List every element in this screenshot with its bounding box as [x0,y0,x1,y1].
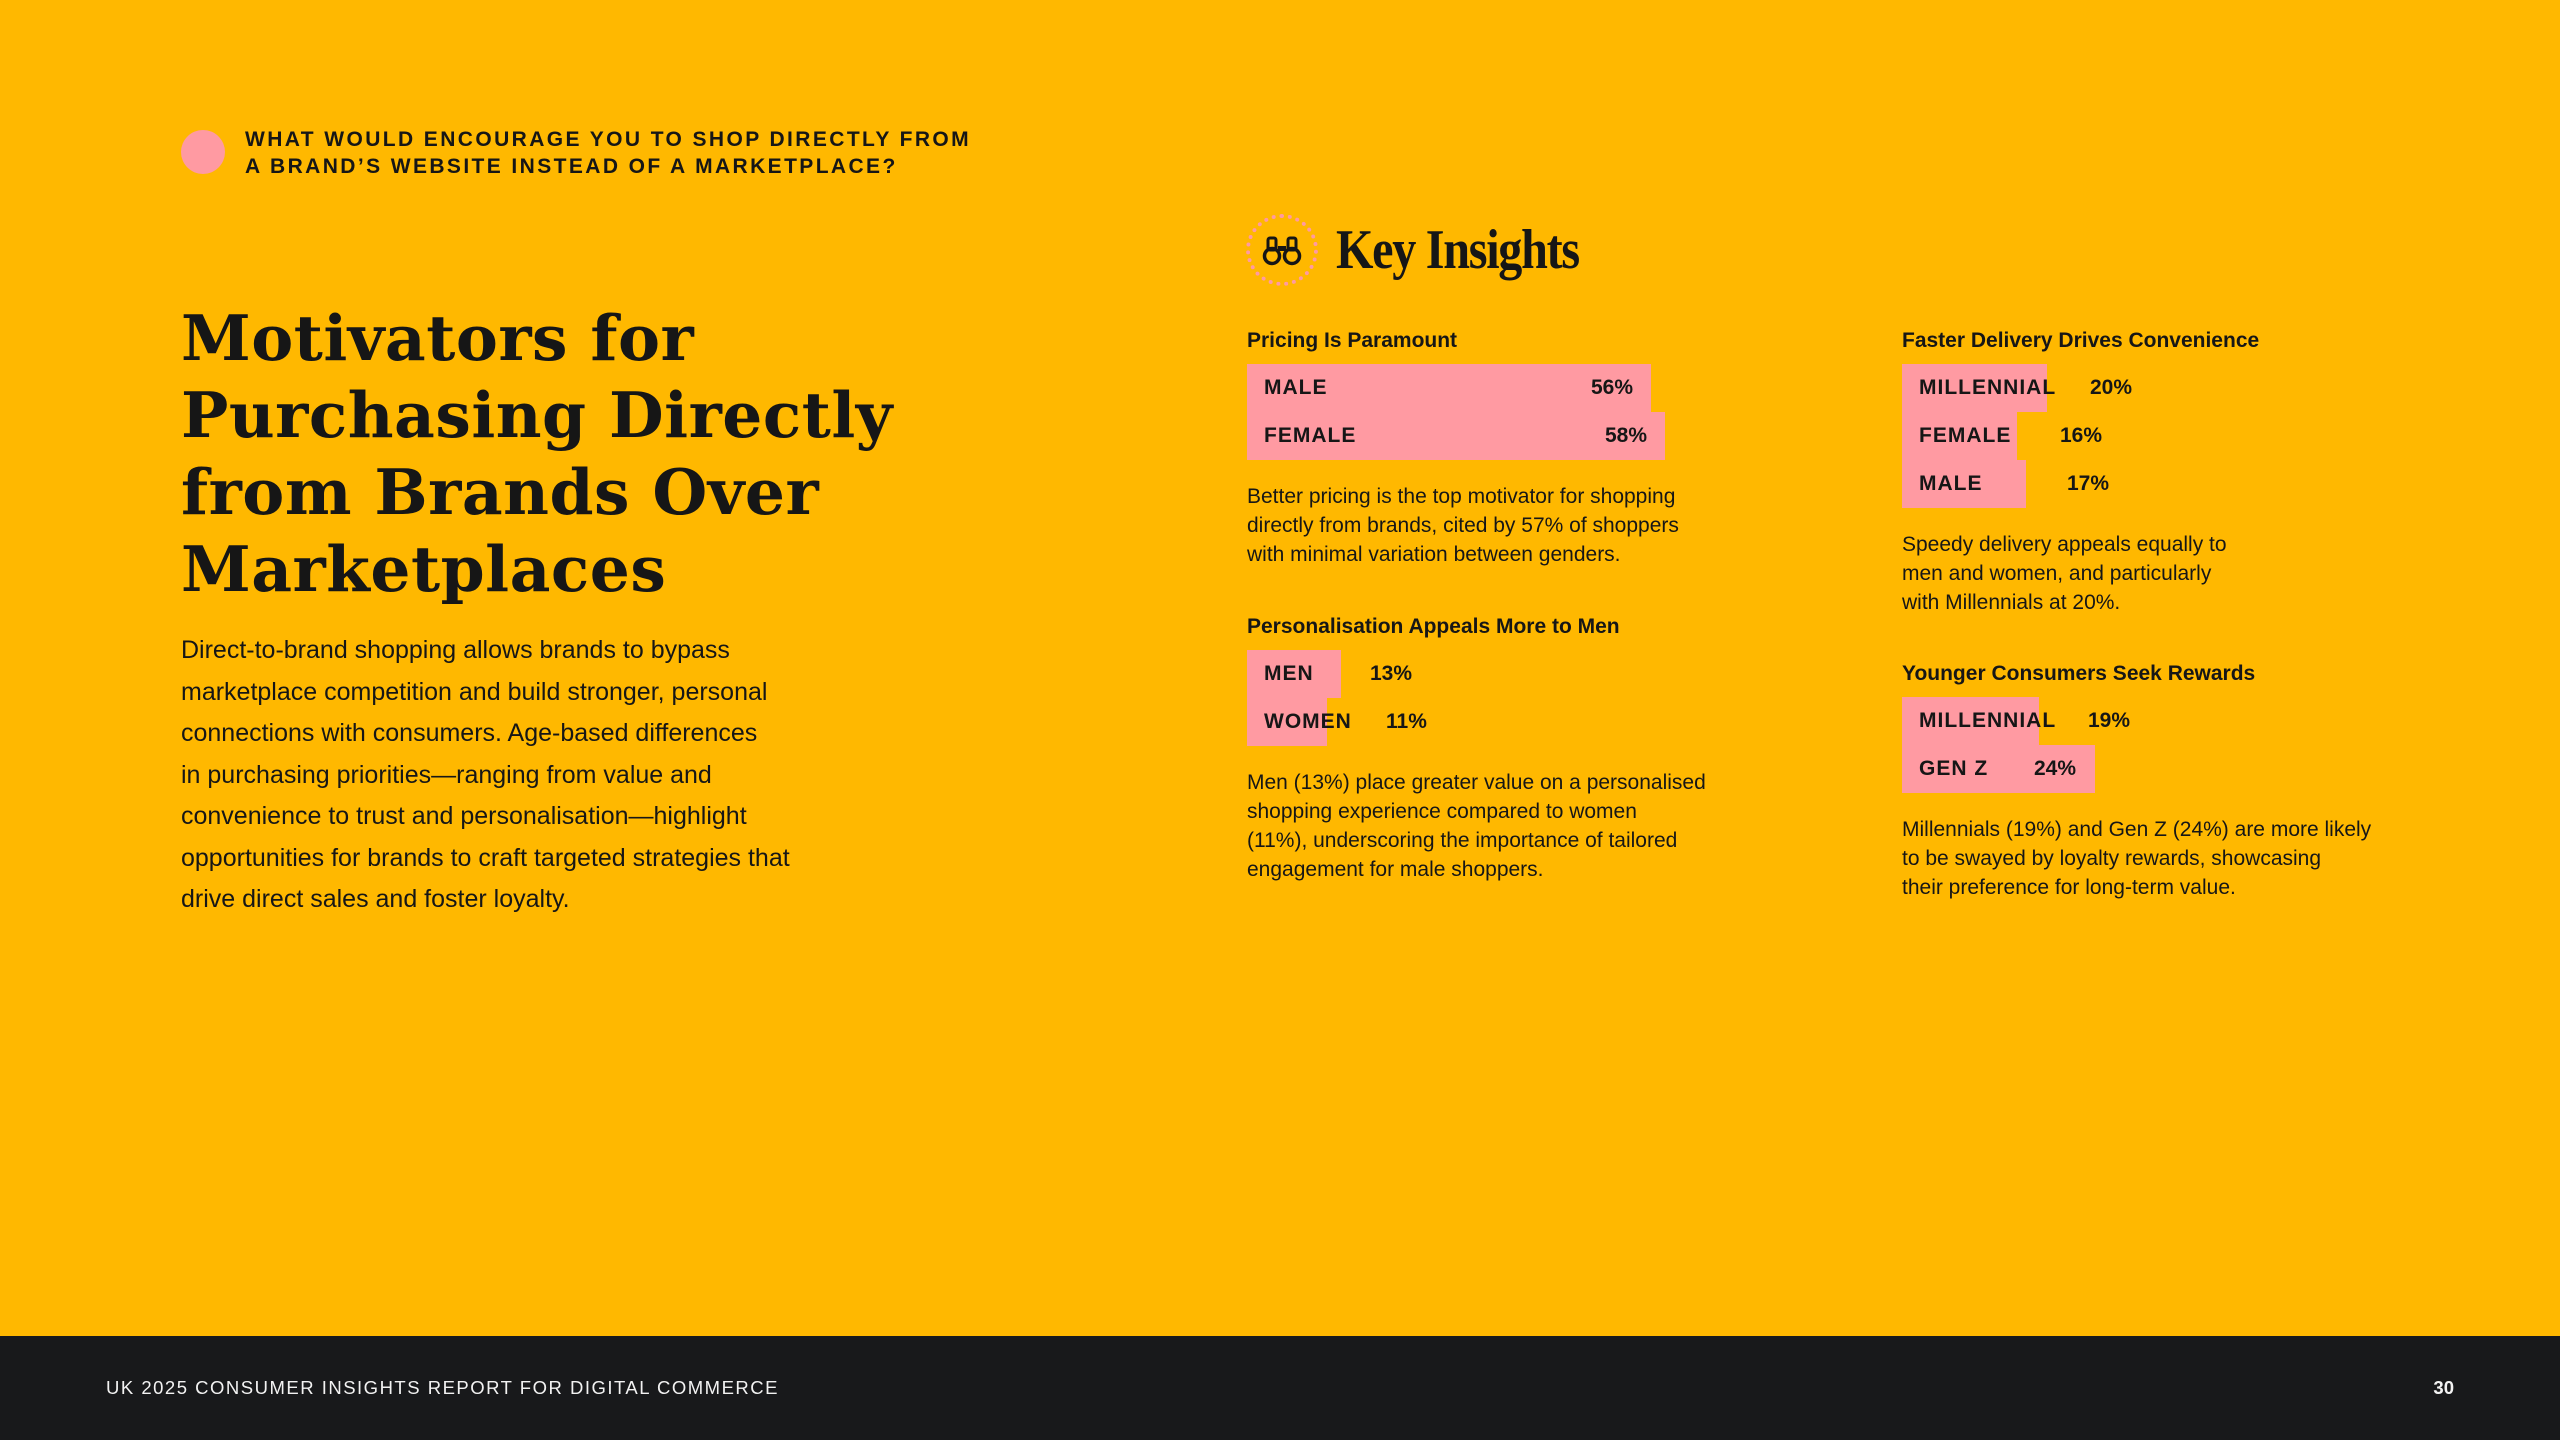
insight-bars [1902,697,2422,793]
insight-bars [1247,364,1767,460]
intro-line: in purchasing priorities—ranging from value and [181,760,712,789]
insight-description [1247,768,1767,884]
bar-value: 56% [1591,376,1634,399]
bar-value: 19% [2088,709,2131,732]
insight-description [1902,815,2422,902]
bar-row [1902,745,2422,793]
report-title: UK 2025 CONSUMER INSIGHTS REPORT FOR DIGITAL COMMERCE [106,1377,779,1398]
bar-label: FEMALE [1919,424,2012,447]
bar-label: MILLENNIAL [1919,376,2057,399]
insight-title: Younger Consumers Seek Rewards [1902,662,2256,685]
bar-label: MALE [1919,472,1983,495]
intro-line: convenience to trust and personalisation—highlight [181,802,747,830]
insight-pricing [1247,328,1767,569]
desc-line: engagement for male shoppers. [1247,858,1544,881]
bar-value: 16% [2060,424,2103,447]
bar-value: 11% [1386,710,1427,733]
question-line: WHAT WOULD ENCOURAGE YOU TO SHOP DIRECTLY FROM [245,128,972,151]
key-insights-title: Key Insights [1336,219,1579,281]
title-line: from Brands Over [181,455,820,529]
bar-row [1902,697,2422,745]
bar-value: 17% [2067,472,2110,495]
bar-value: 58% [1605,424,1648,447]
desc-line: men and women, and particularly [1902,562,2212,585]
insight-description [1247,482,1767,569]
desc-line: to be swayed by loyalty rewards, showcasing [1902,847,2322,870]
title-line: Purchasing Directly [181,378,893,452]
desc-line: Millennials (19%) and Gen Z (24%) are more likely [1902,818,2372,841]
insight-title: Personalisation Appeals More to Men [1247,615,1620,638]
page-number: 30 [2433,1377,2454,1398]
question-text [245,126,1005,180]
intro-paragraph [181,630,841,921]
title-line: Marketplaces [181,532,667,606]
bar-label: GEN Z [1919,757,1989,780]
intro-line: marketplace competition and build stronger, personal [181,677,768,706]
bar-value: 20% [2090,376,2133,399]
bar-row [1247,698,1767,746]
desc-line: Men (13%) place greater value on a personalised [1247,771,1706,794]
desc-line: their preference for long-term value. [1902,876,2236,899]
bar-label: WOMEN [1264,710,1352,733]
key-insights-header [1246,214,1618,286]
insight-title: Pricing Is Paramount [1247,329,1458,352]
intro-line: opportunities for brands to craft targeted strategies that [181,843,790,872]
bar-label: MALE [1264,376,1328,399]
bar-row [1902,460,2422,508]
page-title [181,300,941,608]
insight-bars [1902,364,2422,508]
bar-row [1247,364,1767,412]
binoculars-icon [1246,214,1318,286]
desc-line: with Millennials at 20%. [1902,591,2121,614]
bar-row [1902,364,2422,412]
title-line: Motivators for [181,301,695,375]
bar-label: MEN [1264,662,1314,685]
intro-line: connections with consumers. Age-based differences [181,719,758,747]
insight-title: Faster Delivery Drives Convenience [1902,329,2260,352]
insight-personalisation [1247,614,1767,884]
desc-line: (11%), underscoring the importance of tailored [1247,829,1678,852]
intro-line: drive direct sales and foster loyalty. [181,885,570,913]
page-footer [0,1336,2560,1440]
insight-rewards [1902,661,2422,902]
bar-row [1247,650,1767,698]
bar-label: MILLENNIAL [1919,709,2057,732]
desc-line: shopping experience compared to women [1247,800,1637,823]
desc-line: Better pricing is the top motivator for shopping [1247,485,1676,508]
pink-dot-icon [181,130,225,174]
insight-bars [1247,650,1767,746]
insight-delivery [1902,328,2422,617]
desc-line: Speedy delivery appeals equally to [1902,533,2227,556]
bar-label: FEMALE [1264,424,1357,447]
bar-value: 24% [2034,757,2077,780]
survey-question [181,126,1005,180]
bar-value: 13% [1370,662,1413,685]
desc-line: with minimal variation between genders. [1247,543,1621,566]
question-line: A BRAND’S WEBSITE INSTEAD OF A MARKETPLACE? [245,155,898,178]
bar-row [1247,412,1767,460]
desc-line: directly from brands, cited by 57% of shoppers [1247,514,1679,537]
intro-line: Direct-to-brand shopping allows brands to bypass [181,636,730,664]
bar-row [1902,412,2422,460]
insight-description [1902,530,2422,617]
